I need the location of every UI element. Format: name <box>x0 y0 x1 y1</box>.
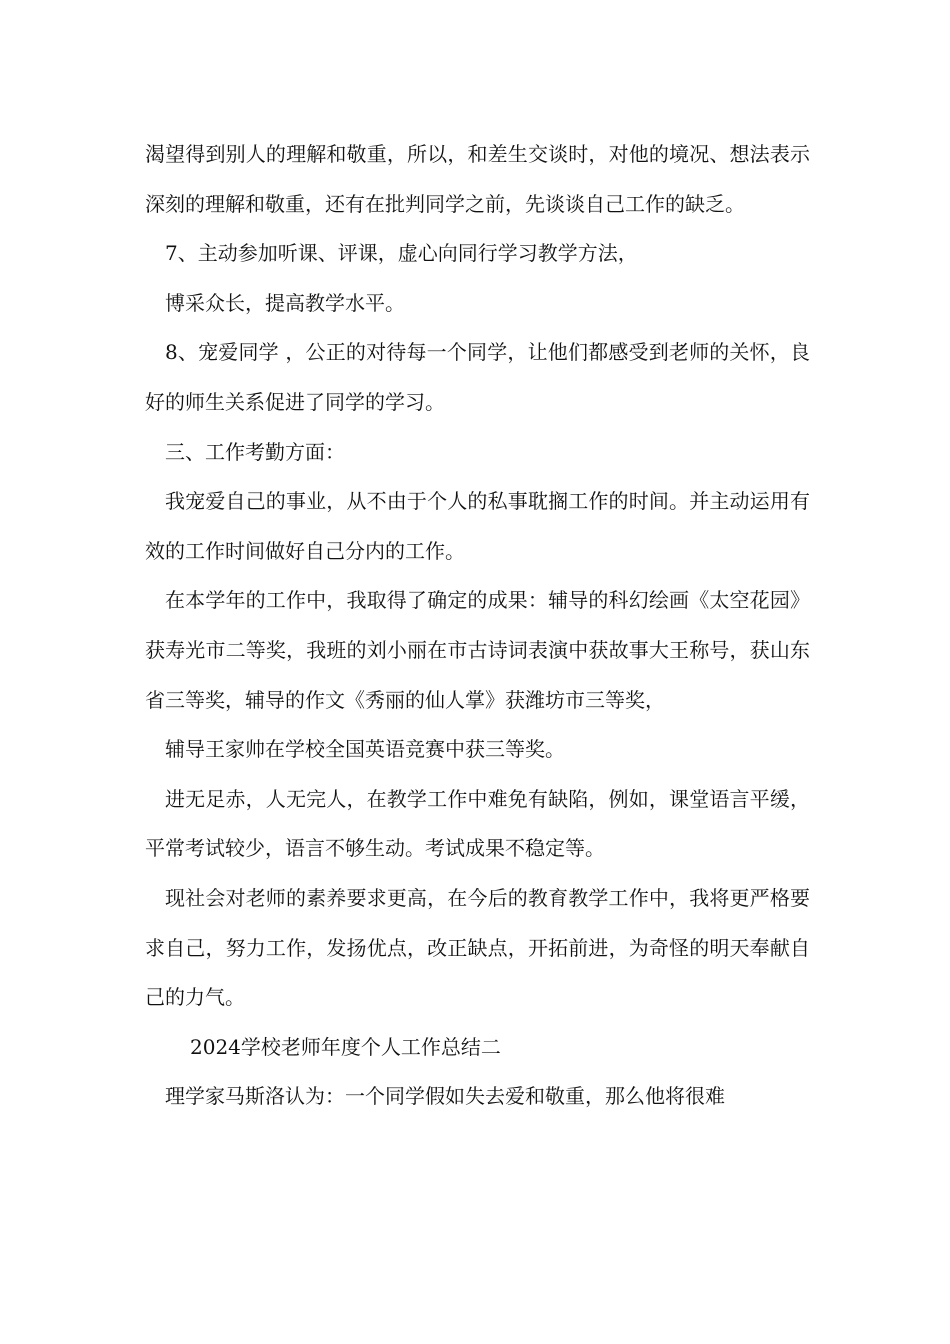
document-body <box>145 130 810 1122</box>
paragraph-attendance: 我宠爱自己的事业，从不由于个人的私事耽搁工作的时间。并主动运用有效的工作时间做好自己分内的工作。 <box>145 489 810 563</box>
paragraph-item-7-continued: 博采众长，提高教学水平。 <box>165 290 405 315</box>
paragraph-achievements-continued: 辅导王家帅在学校全国英语竞赛中获三等奖。 <box>165 737 565 762</box>
paragraph-shortcomings: 进无足赤，人无完人，在教学工作中难免有缺陷，例如，课堂语言平缓，平常考试较少，语言不够生动。考试成果不稳定等。 <box>145 786 810 861</box>
paragraph-achievements: 在本学年的工作中，我取得了确定的成果：辅导的科幻绘画《太空花园》获寿光市二等奖，我班的刘小丽在市古诗词表演中获故事大王称号，获山东省三等奖，辅导的作文《秀丽的仙人掌》获潍坊市三等奖， <box>145 588 810 712</box>
document-subtitle: 2024学校老师年度个人工作总结二 <box>190 1034 501 1059</box>
paragraph-continued: 渴望得到别人的理解和敬重，所以，和差生交谈时，对他的境况、想法表示深刻的理解和敬重，还有在批判同学之前，先谈谈自己工作的缺乏。 <box>145 142 810 216</box>
paragraph-item-8: 8、宠爱同学 ，公正的对待每一个同学，让他们都感受到老师的关怀，良好的师生关系促进了同学的学习。 <box>145 340 810 414</box>
section-heading-attendance: 三、工作考勤方面： <box>165 439 345 464</box>
paragraph-item-7: 7、主动参加听课、评课，虚心向同行学习教学方法， <box>165 241 638 266</box>
paragraph-maslow: 理学家马斯洛认为：一个同学假如失去爱和敬重，那么他将很难 <box>165 1084 725 1109</box>
paragraph-outlook: 现社会对老师的素养要求更高，在今后的教育教学工作中，我将更严格要求自己，努力工作，发扬优点，改正缺点，开拓前进，为奇怪的明天奉献自己的力气。 <box>145 885 810 1010</box>
